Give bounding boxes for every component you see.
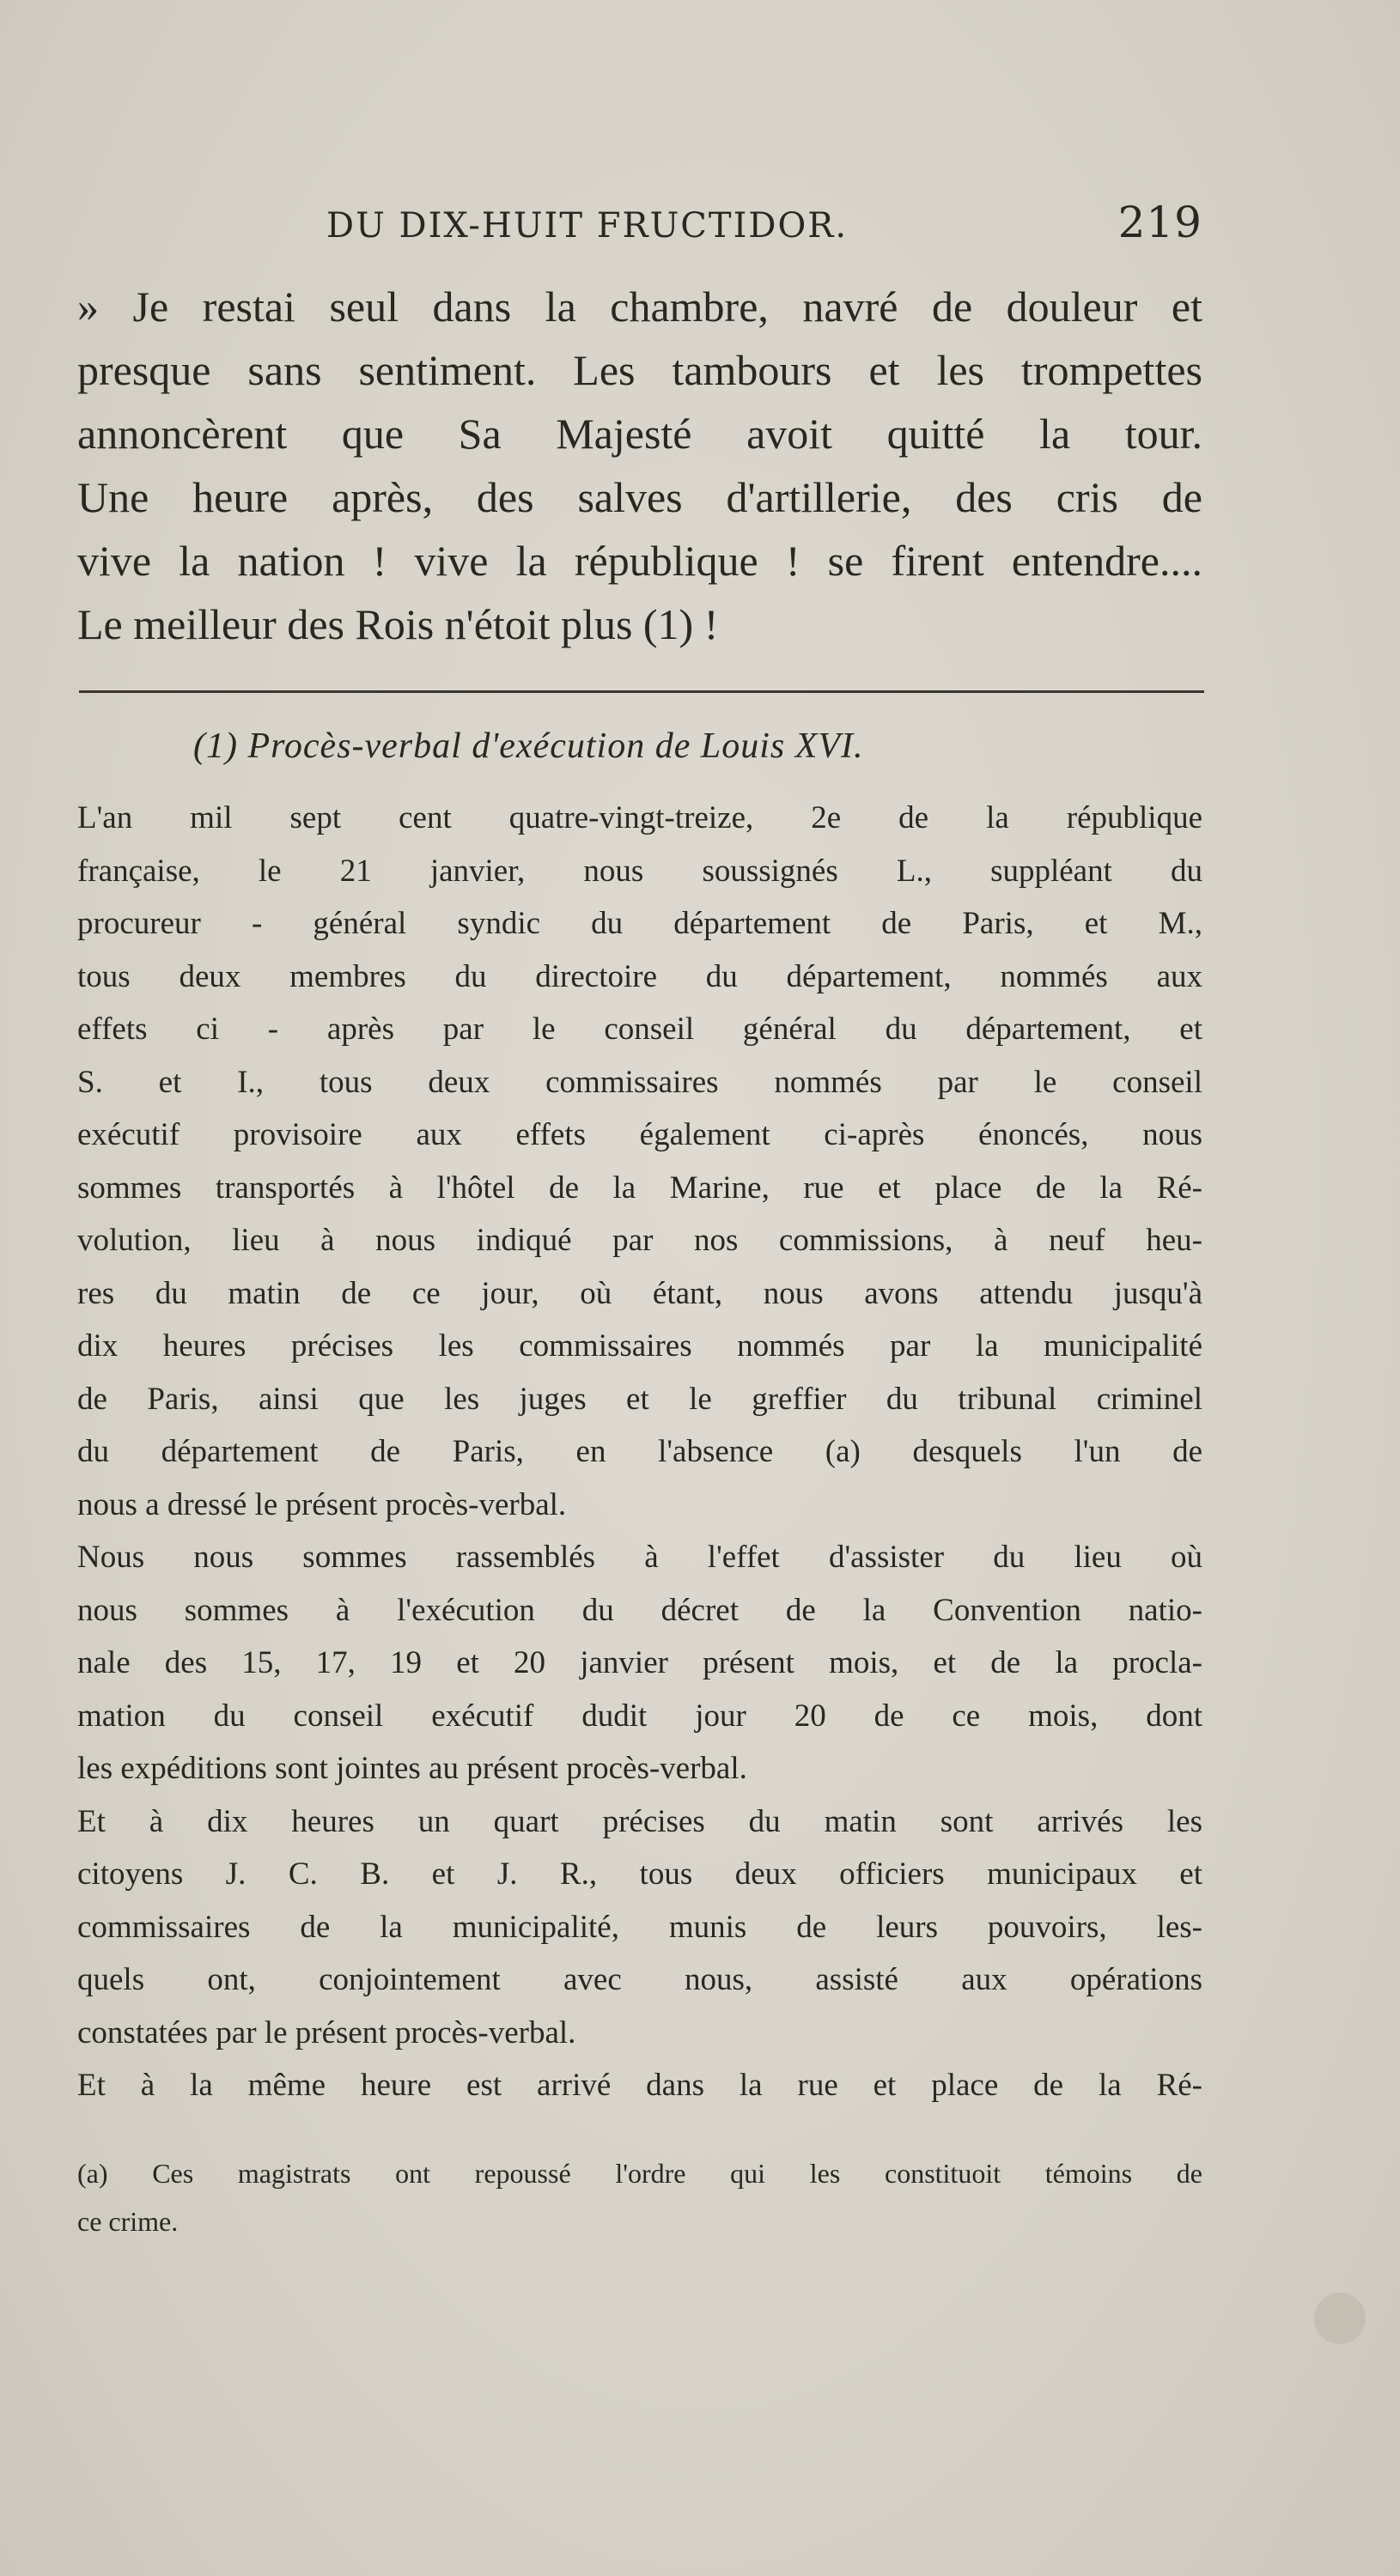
note-line: nale des 15, 17, 19 et 20 janvier présent mois, et de la procla- xyxy=(77,1645,1202,1680)
note-line: nous a dressé le présent procès-verbal. xyxy=(77,1486,567,1522)
footnote xyxy=(77,2149,1202,2245)
page-number: 219 xyxy=(1117,197,1202,247)
main-text xyxy=(77,275,1202,656)
note-line: volution, lieu à nous indiqué par nos commissions, à neuf heu- xyxy=(77,1223,1202,1258)
note-line: du département de Paris, en l'absence (a) desquels l'un de xyxy=(77,1434,1202,1469)
note-line: sommes transportés à l'hôtel de la Marine, rue et place de la Ré- xyxy=(77,1170,1202,1206)
note-line: mation du conseil exécutif dudit jour 20 de ce mois, dont xyxy=(77,1698,1202,1734)
note-line: Et à la même heure est arrivé dans la rue et place de la Ré- xyxy=(77,2068,1202,2103)
paper-stain xyxy=(1314,2293,1366,2344)
note-heading: (1) Procès-verbal d'exécution de Louis XVI. xyxy=(193,726,864,766)
note-line: les expéditions sont jointes au présent procès-verbal. xyxy=(77,1751,747,1786)
note-line: res du matin de ce jour, où étant, nous avons attendu jusqu'à xyxy=(77,1275,1202,1311)
note-line: S. et I., tous deux commissaires nommés par le conseil xyxy=(77,1064,1202,1100)
main-text-line: Une heure après, des salves d'artillerie, des cris de xyxy=(77,473,1202,521)
main-text-line: annoncèrent que Sa Majesté avoit quitté la tour. xyxy=(77,410,1202,458)
running-head-title: DU DIX-HUIT FRUCTIDOR. xyxy=(326,206,849,246)
note-line: française, le 21 janvier, nous soussignés L., suppléant du xyxy=(77,853,1202,889)
main-text-line: Le meilleur des Rois n'étoit plus (1) ! xyxy=(77,600,719,648)
note-line: citoyens J. C. B. et J. R., tous deux officiers municipaux et xyxy=(77,1856,1202,1892)
footnote-separator-rule xyxy=(79,690,1204,693)
note-line: tous deux membres du directoire du département, nommés aux xyxy=(77,958,1202,994)
note-line: nous sommes à l'exécution du décret de la Convention natio- xyxy=(77,1592,1202,1628)
note-line: de Paris, ainsi que les juges et le greffier du tribunal criminel xyxy=(77,1381,1202,1417)
footnote-line: (a) Ces magistrats ont repoussé l'ordre qui les constituoit témoins de xyxy=(77,2158,1202,2189)
note-line: effets ci - après par le conseil général du département, et xyxy=(77,1012,1202,1047)
note-line: Nous nous sommes rassemblés à l'effet d'assister du lieu où xyxy=(77,1540,1202,1575)
note-body xyxy=(77,792,1202,2112)
note-line: commissaires de la municipalité, munis de leurs pouvoirs, les- xyxy=(77,1909,1202,1945)
running-head xyxy=(326,197,1202,247)
note-line: L'an mil sept cent quatre-vingt-treize, 2e de la république xyxy=(77,800,1202,835)
note-line: dix heures précises les commissaires nommés par la municipalité xyxy=(77,1328,1202,1364)
note-line: procureur - général syndic du département de Paris, et M., xyxy=(77,906,1202,941)
main-text-line: presque sans sentiment. Les tambours et les trompettes xyxy=(77,346,1202,394)
note-line: exécutif provisoire aux effets également ci-après énoncés, nous xyxy=(77,1117,1202,1152)
note-line: quels ont, conjointement avec nous, assisté aux opérations xyxy=(77,1962,1202,1997)
main-text-line: vive la nation ! vive la république ! se firent entendre.... xyxy=(77,537,1202,585)
note-line: constatées par le présent procès-verbal. xyxy=(77,2014,576,2050)
main-text-line: » Je restai seul dans la chambre, navré de douleur et xyxy=(77,283,1202,331)
note-line: Et à dix heures un quart précises du matin sont arrivés les xyxy=(77,1803,1202,1839)
footnote-line: ce crime. xyxy=(77,2206,179,2237)
